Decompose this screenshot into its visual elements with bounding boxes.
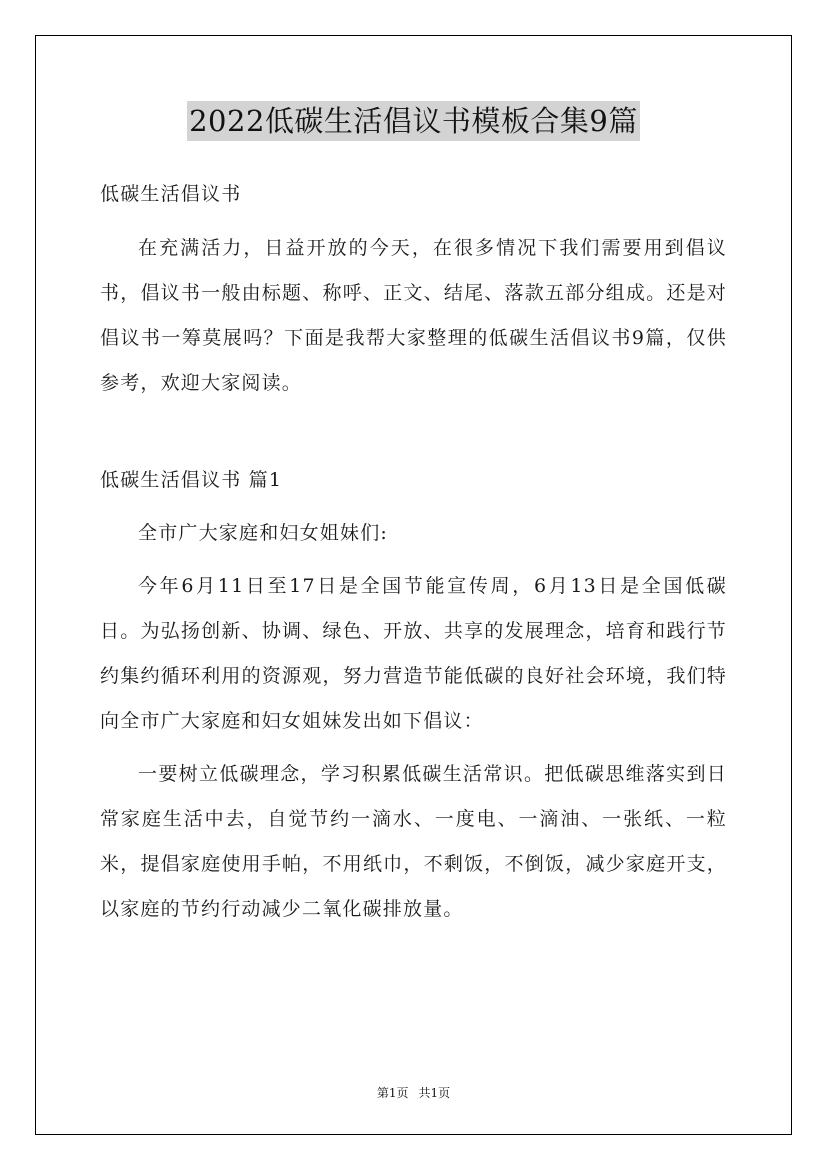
body-paragraph-2: 一要树立低碳理念，学习积累低碳生活常识。把低碳思维落实到日常家庭生活中去，自觉节约一滴水、一度电、一滴油、一张纸、一粒米，提倡家庭使用手帕，不用纸巾，不剩饭，不倒饭，减少家庭开支，以家庭的节约行动减少二氧化碳排放量。 <box>100 763 727 920</box>
page-footer <box>0 1086 827 1100</box>
body-paragraph-1: 今年6月11日至17日是全国节能宣传周，6月13日是全国低碳日。为弘扬创新、协调、绿色、开放、共享的发展理念，培育和践行节约集约循环利用的资源观，努力营造节能低碳的良好社会环境，我们特向全市广大家庭和妇女姐妹发出如下倡议： <box>100 575 727 732</box>
document-title: 2022低碳生活倡议书模板合集9篇 <box>187 101 640 141</box>
title-container <box>0 101 827 141</box>
page-number-current: 第1页 <box>376 1086 409 1100</box>
intro-paragraph: 在充满活力，日益开放的今天，在很多情况下我们需要用到倡议书，倡议书一般由标题、称呼、正文、结尾、落款五部分组成。还是对倡议书一筹莫展吗？下面是我帮大家整理的低碳生活倡议书9篇，仅供参考，欢迎大家阅读。 <box>100 237 727 394</box>
salutation: 全市广大家庭和妇女姐妹们: <box>138 522 389 544</box>
section-heading: 低碳生活倡议书 篇1 <box>100 469 283 491</box>
document-body <box>100 172 727 932</box>
page-number-total: 共1页 <box>418 1086 451 1100</box>
intro-heading: 低碳生活倡议书 <box>100 183 242 205</box>
